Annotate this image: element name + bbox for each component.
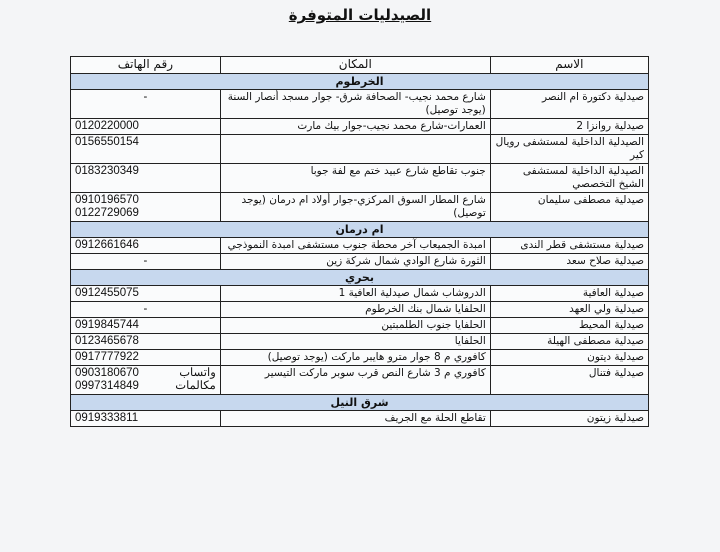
table-row [71,254,649,270]
section-title: شرق النيل [71,395,649,411]
section-header-row [71,395,649,411]
phone-cell [71,318,221,334]
place-cell: شارع المطار السوق المركزي-جوار أولاد ام درمان (يوجد توصيل) [220,193,490,222]
table-row [71,90,649,119]
page-title: الصيدليات المتوفرة [288,6,432,24]
phone-number: - [143,303,148,315]
name-cell: صيدلية صلاح سعد [490,254,648,270]
table-row [71,350,649,366]
phone-number: 0910196570 [75,194,139,206]
section-header-row [71,74,649,90]
place-cell: الثورة شارع الوادي شمال شركة زين [220,254,490,270]
table-row [71,302,649,318]
phone-number: - [143,255,148,267]
name-cell: الصيدلية الداخلية لمستشفى الشيخ التخصصي [490,164,648,193]
name-cell: صيدلية روانزا 2 [490,119,648,135]
phone-number: - [143,91,148,103]
place-cell: امبدة الجميعاب آخر محطة جنوب مستشفى امبدة النموذجي [220,238,490,254]
name-cell: صيدلية مصطفى سليمان [490,193,648,222]
phone-cell [71,334,221,350]
phone-cell [71,366,221,395]
phone-cell [71,302,221,318]
phone-number: 0917777922 [75,351,139,363]
phone-cell [71,193,221,222]
name-cell: صيدلية ولي العهد [490,302,648,318]
phone-number: 0919845744 [75,319,139,331]
table-row [71,318,649,334]
phone-number: 0123465678 [75,335,139,347]
place-cell: شارع محمد نجيب- الصحافة شرق- جوار مسجد أنصار السنة (يوجد توصيل) [220,90,490,119]
place-cell: كافوري م 8 جوار مترو هايبر ماركت (يوجد توصيل) [220,350,490,366]
name-cell: صيدلية دكتورة ام النصر [490,90,648,119]
place-cell [220,135,490,164]
table-row [71,411,649,427]
table-row [71,366,649,395]
table-body [71,74,649,427]
table-header-row [71,57,649,74]
place-cell: الحلفايا شمال بنك الخرطوم [220,302,490,318]
name-cell: صيدلية ديتون [490,350,648,366]
section-title: ام درمان [71,222,649,238]
phone-cell [71,254,221,270]
phone-note: مكالمات [175,380,216,392]
phone-cell [71,238,221,254]
phone-number: 0183230349 [75,165,139,177]
place-cell: الحلفايا [220,334,490,350]
table-row [71,238,649,254]
section-title: بحري [71,270,649,286]
phone-cell [71,119,221,135]
phone-number: 0903180670 [75,367,139,379]
name-cell: صيدلية مصطفى الهيلة [490,334,648,350]
phone-cell [71,135,221,164]
table-row [71,135,649,164]
phone-number: 0912661646 [75,239,139,251]
table-row [71,164,649,193]
table-row [71,286,649,302]
table-row [71,193,649,222]
phone-cell [71,164,221,193]
name-cell: صيدلية فتنال [490,366,648,395]
header-phone: رقم الهاتف [71,57,221,74]
pharmacy-table [70,56,649,427]
header-name: الاسم [490,57,648,74]
name-cell: صيدلية مستشفى قطر الندى [490,238,648,254]
name-cell: صيدلية العافية [490,286,648,302]
place-cell: كافوري م 3 شارع النص قرب سوبر ماركت التيسير [220,366,490,395]
phone-number: 0122729069 [75,207,139,219]
phone-cell [71,286,221,302]
table-row [71,334,649,350]
section-header-row [71,270,649,286]
phone-number: 0919333811 [75,412,139,424]
phone-number: 0912455075 [75,287,139,299]
place-cell: تقاطع الحلة مع الجريف [220,411,490,427]
phone-number: 0120220000 [75,120,139,132]
name-cell: صيدلية المحيط [490,318,648,334]
place-cell: العمارات-شارع محمد نجيب-جوار بيك مارت [220,119,490,135]
section-title: الخرطوم [71,74,649,90]
place-cell: الدروشاب شمال صيدلية العافية 1 [220,286,490,302]
name-cell: صيدلية زيتون [490,411,648,427]
place-cell: الحلفايا جنوب الطلمبتين [220,318,490,334]
phone-number: 0156550154 [75,136,139,148]
phone-number: 0997314849 [75,380,139,392]
place-cell: جنوب تقاطع شارع عبيد ختم مع لفة جوبا [220,164,490,193]
header-place: المكان [220,57,490,74]
section-header-row [71,222,649,238]
table-row [71,119,649,135]
name-cell: الصيدلية الداخلية لمستشفى رويال كير [490,135,648,164]
phone-note: واتساب [179,367,216,379]
phone-cell [71,90,221,119]
phone-cell [71,411,221,427]
phone-cell [71,350,221,366]
